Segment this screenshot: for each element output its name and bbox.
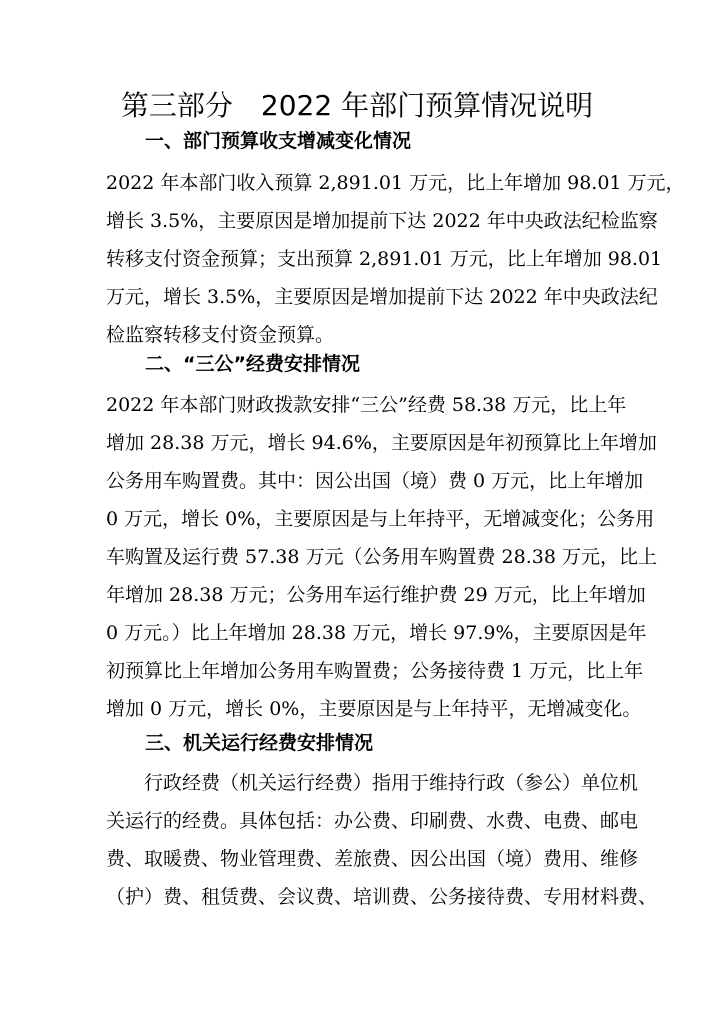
paragraph-line: 公务用车购置费。其中：因公出国（境）费 0 万元，比上年增加 [106,470,644,492]
section-paragraph-budget-changes [106,164,685,354]
paragraph-line: 0 万元，增长 0%，主要原因是与上年持平，无增减变化；公务用 [106,508,655,530]
paragraph-line: 初预算比上年增加公务用车购置费；公务接待费 1 万元，比上年 [106,660,644,682]
paragraph-line: 0 万元。）比上年增加 28.38 万元，增长 97.9%，主要原因是年 [106,622,647,644]
paragraph-line: 关运行的经费。具体包括：办公费、印刷费、水费、电费、邮电 [106,810,639,832]
section-heading-three-public-expenses: 二、“三公”经费安排情况 [145,353,360,375]
paragraph-line: 增长 3.5%，主要原因是增加提前下达 2022 年中央政法纪检监察 [106,210,658,232]
paragraph-line: 行政经费（机关运行经费）指用于维持行政（参公）单位机 [144,772,639,794]
paragraph-line: 万元，增长 3.5%，主要原因是增加提前下达 2022 年中央政法纪 [106,286,658,308]
page-title: 第三部分 2022 年部门预算情况说明 [120,89,594,122]
section-paragraph-operating-expenses [106,764,658,916]
paragraph-line: 增加 28.38 万元，增长 94.6%，主要原因是年初预算比上年增加 [106,432,657,454]
paragraph-line: 费、取暖费、物业管理费、差旅费、因公出国（境）费用、维修 [106,848,639,870]
paragraph-line: 车购置及运行费 57.38 万元（公务用车购置费 28.38 万元，比上 [106,546,657,568]
paragraph-line: （护）费、租赁费、会议费、培训费、公务接待费、专用材料费、 [106,886,658,908]
paragraph-line: 2022 年本部门财政拨款安排“三公”经费 58.38 万元，比上年 [106,394,627,416]
section-paragraph-three-public-expenses [106,386,657,728]
paragraph-line: 年增加 28.38 万元；公务用车运行维护费 29 万元，比上年增加 [106,584,646,606]
paragraph-line: 增加 0 万元，增长 0%，主要原因是与上年持平，无增减变化。 [106,698,642,720]
paragraph-line: 检监察转移支付资金预算。 [106,324,335,346]
section-heading-budget-changes: 一、部门预算收支增减变化情况 [145,130,412,152]
paragraph-line: 2022 年本部门收入预算 2,891.01 万元，比上年增加 98.01 万元， [106,172,685,194]
paragraph-line: 转移支付资金预算；支出预算 2,891.01 万元，比上年增加 98.01 [106,248,663,270]
section-heading-operating-expenses: 三、机关运行经费安排情况 [145,732,374,754]
